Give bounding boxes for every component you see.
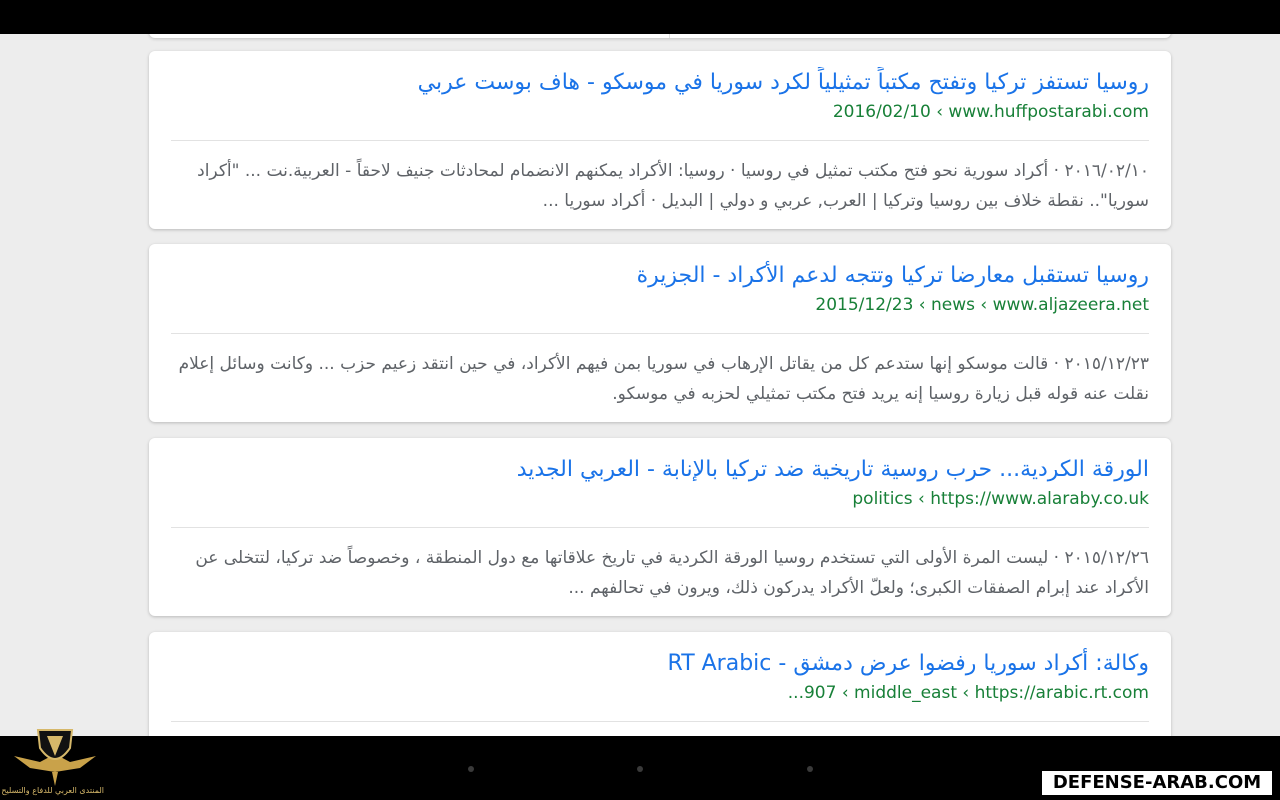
logo-caption: المنتدى العربي للدفاع والتسليح bbox=[1, 786, 104, 795]
previous-card-edge bbox=[149, 34, 1171, 38]
site-watermark: DEFENSE-ARAB.COM bbox=[1040, 769, 1274, 797]
result-snippet: ٢٠١٥/١٢/٢٦ · ليست المرة الأولى التي تستخدم روسيا الورقة الكردية في تاريخ علاقاتها مع دول المنطقة ، وخصوصاً ضد تركيا، لتتخلى عن الأكراد عند إبرام الصفقات الكبرى؛ ولعلّ الأكراد يدركون ذلك، ويرون في تحالفهم ... bbox=[195, 548, 1149, 598]
nav-dot-icon[interactable] bbox=[807, 766, 813, 772]
status-bar bbox=[0, 0, 1280, 34]
result-card[interactable] bbox=[149, 632, 1171, 736]
card-divider bbox=[171, 333, 1149, 334]
card-divider bbox=[171, 140, 1149, 141]
result-card[interactable] bbox=[149, 51, 1171, 229]
result-card[interactable] bbox=[149, 244, 1171, 422]
result-title-link[interactable]: وكالة: أكراد سوريا رفضوا عرض دمشق - RT Arabic bbox=[667, 651, 1149, 676]
nav-dot-icon[interactable] bbox=[637, 766, 643, 772]
result-title-link[interactable]: روسيا تستفز تركيا وتفتح مكتباً تمثيلياً لكرد سوريا في موسكو - هاف بوست عربي bbox=[417, 70, 1149, 95]
result-url[interactable]: 2016/02/10 ‹ www.huffpostarabi.com bbox=[832, 102, 1149, 122]
result-title-link[interactable]: الورقة الكردية... حرب روسية تاريخية ضد تركيا بالإنابة - العربي الجديد bbox=[516, 457, 1149, 482]
divider bbox=[669, 34, 670, 38]
result-snippet: ٢٠١٦/٠٢/١٠ · أكراد سورية نحو فتح مكتب تمثيل في روسيا · روسيا: الأكراد يمكنهم الانضمام لمحادثات جنيف لاحقاً - العربية.نت ... "أكراد سوريا".. نقطة خلاف بين روسيا وتركيا | العرب, عربي و دولي | البديل · أكراد سوريا ... bbox=[197, 161, 1149, 211]
result-url[interactable]: ...907 ‹ middle_east ‹ https://arabic.rt.com bbox=[787, 683, 1149, 703]
result-card[interactable] bbox=[149, 438, 1171, 616]
result-url[interactable]: politics ‹ https://www.alaraby.co.uk bbox=[852, 489, 1149, 509]
card-divider bbox=[171, 527, 1149, 528]
result-snippet: ٢٠١٥/١٢/٢٣ · قالت موسكو إنها ستدعم كل من يقاتل الإرهاب في سوريا بمن فيهم الأكراد، في حين انتقد زعيم حزب ... وكانت وسائل إعلام نقلت عنه قوله قبل زيارة روسيا إنه يريد فتح مكتب تمثيلي لحزبه في موسكو. bbox=[178, 354, 1149, 404]
result-url[interactable]: 2015/12/23 ‹ news ‹ www.aljazeera.net bbox=[815, 295, 1149, 315]
card-divider bbox=[171, 721, 1149, 722]
result-title-link[interactable]: روسيا تستقبل معارضا تركيا وتتجه لدعم الأكراد - الجزيرة bbox=[636, 263, 1149, 288]
search-results[interactable] bbox=[0, 34, 1280, 736]
nav-dot-icon[interactable] bbox=[468, 766, 474, 772]
